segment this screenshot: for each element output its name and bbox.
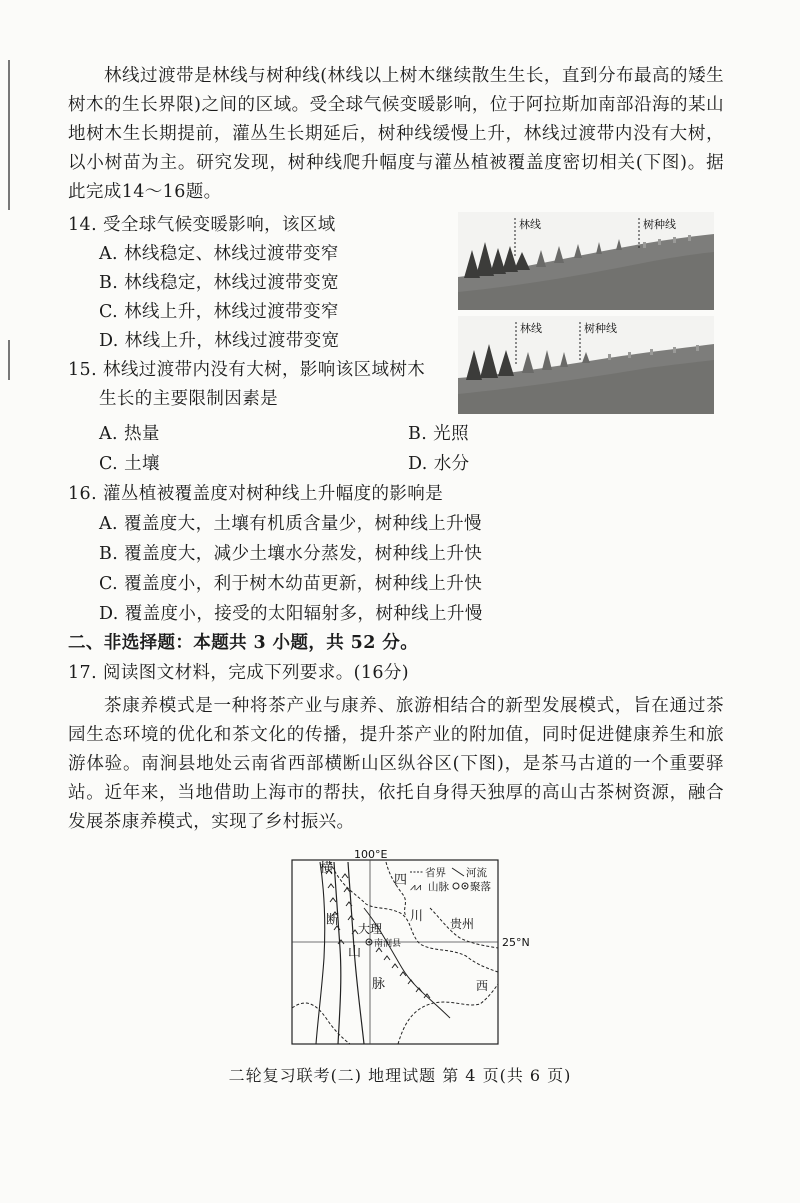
q14-option-b: B. 林线稳定，林线过渡带变宽 [99, 273, 339, 293]
section-heading: 二、非选择题：本题共 3 小题，共 52 分。 [68, 633, 419, 653]
legend-border: 省界 [425, 867, 446, 879]
label-forest-line-bottom: 林线 [520, 322, 542, 335]
label-mai: 脉 [372, 977, 386, 992]
meridian-label: 100°E [354, 848, 388, 861]
q17-material: 茶康养模式是一种将茶产业与康养、旅游相结合的新型发展模式，旨在通过茶园生态环境的优化和茶文化的传播，提升茶产业的附加值，同时促进健康养生和旅游体验。南涧县地处云南省西部横断山区纵谷区(下图)，是茶马古道的一个重要驿站。近年来，当地借助上海市的帮扶，依托自身得天独厚的高山古茶树资源，融合发展茶康养模式，实现了乡村振兴。 [68, 696, 724, 832]
label-dali: 大理 [358, 922, 383, 936]
q14-stem: 14. 受全球气候变暖影响，该区域 [68, 215, 336, 235]
label-guizhou: 贵州 [450, 917, 475, 931]
label-nanjian: 南涧县 [374, 939, 402, 949]
q16-stem: 16. 灌丛植被覆盖度对树种线上升幅度的影响是 [68, 484, 444, 504]
parallel-label: 25°N [502, 936, 530, 949]
margin-mark [8, 340, 10, 380]
q15-stem-line2: 生长的主要限制因素是 [99, 389, 278, 409]
yunnan-map [290, 848, 550, 1048]
q14-option-a: A. 林线稳定、林线过渡带变窄 [99, 244, 339, 264]
legend-settlement: 聚落 [470, 881, 491, 893]
q15-option-c: C. 土壤 [99, 454, 160, 474]
q17-stem: 17. 阅读图文材料，完成下列要求。(16分) [68, 663, 410, 683]
margin-mark [8, 60, 10, 210]
label-xi: 西 [476, 979, 489, 993]
treeline-panel-bottom [458, 316, 714, 414]
legend-river: 河流 [466, 867, 487, 879]
label-chuan: 川 [410, 909, 424, 924]
q16-option-b: B. 覆盖度大，减少土壤水分蒸发，树种线上升快 [99, 544, 483, 564]
q15-stem-line1: 15. 林线过渡带内没有大树，影响该区域树木 [68, 360, 426, 380]
mountain-icon: ⩘⩘ [410, 882, 422, 893]
q14-option-c: C. 林线上升，林线过渡带变窄 [99, 302, 339, 322]
intro-paragraph: 林线过渡带是林线与树种线(林线以上树木继续散生生长，直到分布最高的矮生树木的生长界限)之间的区域。受全球气候变暖影响，位于阿拉斯加南部沿海的某山地树木生长期提前，灌丛生长期延后，树种线缓慢上升，林线过渡带内没有大树，以小树苗为主。研究发现，树种线爬升幅度与灌丛植被覆盖度密切相关(下图)。据此完成14～16题。 [68, 66, 724, 202]
q15-option-b: B. 光照 [408, 424, 469, 444]
q16-option-c: C. 覆盖度小，利于树木幼苗更新，树种线上升快 [99, 574, 483, 594]
q16-option-d: D. 覆盖度小，接受的太阳辐射多，树种线上升慢 [99, 604, 483, 624]
label-heng: 横 [320, 861, 334, 876]
q16-option-a: A. 覆盖度大，土壤有机质含量少，树种线上升慢 [99, 514, 482, 534]
label-shan: 山 [348, 945, 362, 960]
q14-option-d: D. 林线上升，林线过渡带变宽 [99, 331, 340, 351]
treeline-panel-top [458, 212, 714, 310]
label-duan: 断 [326, 913, 340, 928]
label-si: 四 [394, 873, 408, 888]
legend-mountain: 山脉 [428, 881, 449, 893]
treeline-figure [458, 212, 714, 414]
label-species-line-top: 树种线 [643, 218, 676, 231]
label-species-line-bottom: 树种线 [584, 322, 617, 335]
label-forest-line-top: 林线 [519, 218, 541, 231]
q15-option-a: A. 热量 [99, 424, 160, 444]
map-legend [406, 861, 497, 895]
q15-option-d: D. 水分 [408, 454, 470, 474]
page-footer: 二轮复习联考(二) 地理试题 第 4 页(共 6 页) [228, 1066, 572, 1085]
